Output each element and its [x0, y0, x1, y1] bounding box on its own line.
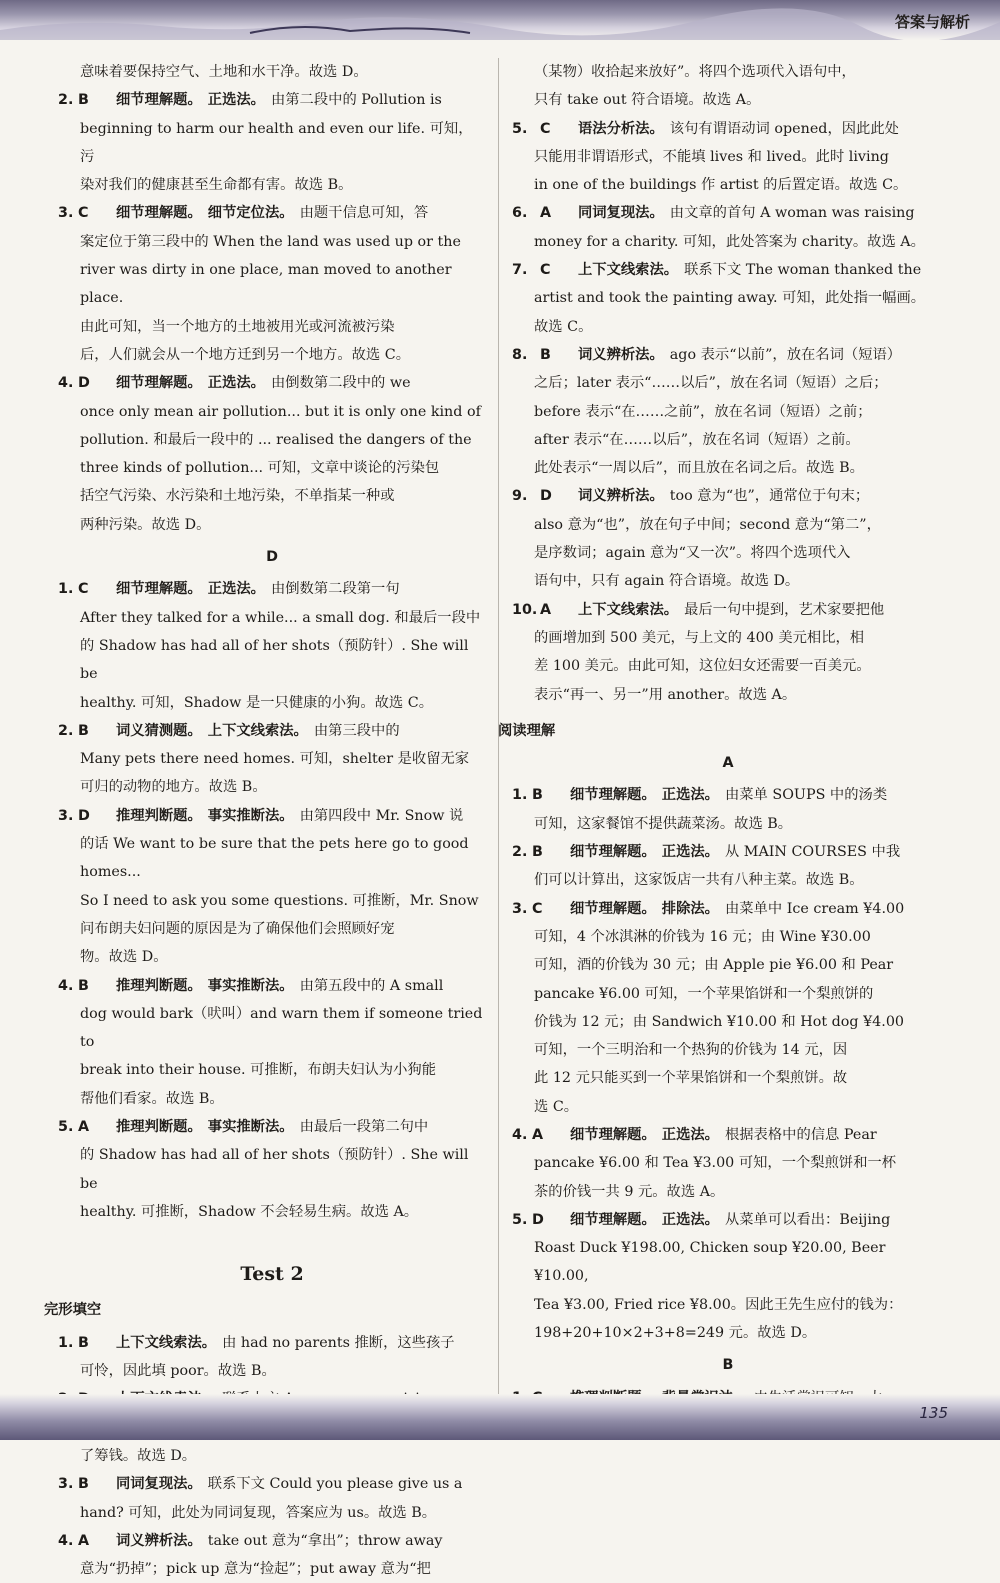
- question-number: 3.: [58, 205, 74, 222]
- solving-method: 词义辨析法。: [578, 488, 664, 505]
- explanation-line-wrap: [58, 398, 486, 426]
- answer-first-line: [58, 972, 486, 1000]
- explanation-line: 的话 We want to be sure that the pets here go to good homes...: [80, 836, 469, 881]
- explanation-line-wrap: [512, 1149, 944, 1177]
- explanation-line-wrap: [512, 866, 944, 894]
- answer-item: [512, 596, 944, 709]
- answer-item: [58, 86, 486, 199]
- explanation-text: 根据表格中的信息 Pear: [724, 1126, 877, 1143]
- explanation-line: 案定位于第三段中的 When the land was used up or the: [80, 233, 461, 250]
- explanation-line-wrap: [512, 454, 944, 482]
- explanation-line: 可知，酒的价钱为 30 元；由 Apple pie ¥6.00 和 Pear: [534, 957, 894, 974]
- answer-first-line: [512, 341, 944, 369]
- section-header: 答案与解析: [894, 13, 970, 31]
- solving-method: 正选法。: [661, 787, 719, 804]
- question-type: 细节理解题。: [116, 375, 202, 392]
- explanation-line-wrap: [58, 604, 486, 632]
- answer-letter: A: [78, 1118, 90, 1135]
- explanation-line: 故选 C。: [534, 318, 593, 335]
- explanation-line-wrap: [58, 115, 486, 172]
- explanation-line: 由此可知，当一个地方的土地被用光或河流被污染: [80, 318, 395, 335]
- answer-item: [512, 1121, 944, 1206]
- explanation-line: Many pets there need homes. 可知，shelter 是收留无家: [80, 751, 470, 768]
- explanation-line: 可归的动物的地方。故选 B。: [80, 779, 267, 796]
- explanation-line-wrap: [58, 887, 486, 915]
- answer-first-line: [512, 596, 944, 624]
- answer-item: [58, 1527, 486, 1583]
- answer-letter: B: [532, 844, 543, 861]
- explanation-line-wrap: [512, 228, 944, 256]
- solving-method: 事实推断法。: [207, 807, 294, 824]
- answer-item: [512, 341, 944, 482]
- answer-letter: D: [540, 488, 552, 505]
- explanation-line-wrap: [58, 228, 486, 256]
- answer-letter: D: [532, 1211, 544, 1228]
- explanation-line-wrap: [512, 1093, 944, 1121]
- question-number: 4.: [58, 375, 74, 392]
- explanation-text: 联系下文 The woman thanked the: [684, 262, 922, 279]
- explanation-line: after 表示“在……以后”，放在名词（短语）之前。: [534, 431, 860, 448]
- explanation-line-wrap: [512, 681, 944, 709]
- continued-text-block: [512, 58, 944, 115]
- answer-first-line: [512, 256, 944, 284]
- answer-letter: D: [78, 807, 90, 824]
- answer-item: [512, 1206, 944, 1347]
- explanation-text: take out 意为“拿出”；throw away: [207, 1532, 443, 1549]
- explanation-line: pollution. 和最后一段中的 ... realised the dangers of the: [80, 431, 472, 448]
- answer-item: [512, 482, 944, 595]
- explanation-text: 由第三段中的: [313, 722, 400, 739]
- explanation-line: artist and took the painting away. 可知，此处指一幅画。: [534, 290, 926, 307]
- answer-letter: A: [78, 1532, 90, 1549]
- explanation-line: 可知，4 个冰淇淋的价钱为 16 元；由 Wine ¥30.00: [534, 928, 871, 945]
- explanation-line-wrap: [58, 943, 486, 971]
- answer-item: [512, 199, 944, 256]
- explanation-line-wrap: [58, 915, 486, 943]
- answer-item: [58, 1470, 486, 1527]
- question-type: 推理判断题。: [116, 977, 202, 994]
- explanation-line-wrap: [512, 1036, 944, 1064]
- explanation-line-wrap: [512, 539, 944, 567]
- answers-d-block: [58, 575, 486, 1226]
- answer-letter: B: [78, 92, 89, 109]
- answer-item: [58, 199, 486, 369]
- continued-text: 只有 take out 符合语境。故选 A。: [534, 92, 761, 109]
- question-number: 4.: [58, 977, 74, 994]
- question-type: 词义猜测题。: [116, 722, 202, 739]
- explanation-text: 由菜单中 Ice cream ¥4.00: [724, 900, 905, 917]
- answer-item: [58, 575, 486, 716]
- question-number: 2.: [58, 722, 74, 739]
- answer-item: [512, 781, 944, 838]
- explanation-line-wrap: [512, 369, 944, 397]
- explanation-line: 问布朗夫妇问题的原因是为了确保他们会照顾好宠: [80, 920, 395, 937]
- answer-letter: A: [540, 205, 552, 222]
- continued-text: 意味着要保持空气、土地和水干净。故选 D。: [80, 64, 368, 80]
- explanation-line-wrap: [512, 951, 944, 979]
- answer-first-line: [58, 802, 486, 830]
- explanation-text: 由菜单 SOUPS 中的汤类: [724, 787, 888, 804]
- left-column: [44, 58, 486, 1583]
- answer-first-line: [58, 369, 486, 397]
- answer-item: [58, 972, 486, 1113]
- explanation-line: So I need to ask you some questions. 可推断，Mr. Snow: [80, 892, 479, 909]
- explanation-line: 们可以计算出，这家饭店一共有八种主菜。故选 B。: [534, 872, 864, 889]
- explanation-text: 从菜单可以看出：Beijing: [724, 1211, 891, 1228]
- page-number: 135: [919, 1404, 948, 1422]
- explanation-line-wrap: [58, 313, 486, 341]
- explanation-line-wrap: [512, 652, 944, 680]
- explanation-line-wrap: [512, 567, 944, 595]
- explanation-text: 由第五段中的 A small: [299, 977, 444, 994]
- solving-method: 细节定位法。: [207, 205, 294, 222]
- explanation-line-wrap: [512, 923, 944, 951]
- solving-method: 事实推断法。: [207, 1118, 294, 1135]
- solving-method: 正选法。: [207, 375, 265, 392]
- answer-first-line: [512, 1206, 944, 1234]
- question-number: 5.: [512, 1211, 528, 1228]
- question-number: 8.: [512, 346, 528, 363]
- answer-letter: D: [78, 375, 90, 392]
- question-number: 9.: [512, 488, 528, 505]
- explanation-line-wrap: [58, 632, 486, 689]
- explanation-line: also 意为“也”，放在句子中间；second 意为“第二”，: [534, 516, 881, 533]
- test-title: Test 2: [240, 1263, 304, 1286]
- continued-line: [512, 58, 944, 86]
- explanation-line-wrap: [58, 1357, 486, 1385]
- explanation-line-wrap: [58, 341, 486, 369]
- explanation-line: 茶的价钱一共 9 元。故选 A。: [534, 1183, 725, 1200]
- question-number: 1.: [58, 1334, 74, 1351]
- explanation-line-wrap: [512, 313, 944, 341]
- explanation-line: 此 12 元只能买到一个苹果馅饼和一个梨煎饼。故: [534, 1070, 848, 1087]
- explanation-line-wrap: [58, 454, 486, 482]
- explanation-text: too 意为“也”，通常位于句末；: [669, 488, 870, 505]
- explanation-line: 可怜，因此填 poor。故选 B。: [80, 1363, 276, 1380]
- answer-first-line: [58, 575, 486, 603]
- explanation-line-wrap: [512, 1064, 944, 1092]
- explanation-line: three kinds of pollution... 可知，文章中谈论的污染包: [80, 460, 440, 477]
- answer-letter: A: [532, 1126, 544, 1143]
- explanation-line: before 表示“在……之前”，放在名词（短语）之前；: [534, 403, 872, 420]
- explanation-line-wrap: [512, 1008, 944, 1036]
- solving-method: 词义辨析法。: [116, 1532, 202, 1549]
- explanation-line: pancake ¥6.00 可知，一个苹果馅饼和一个梨煎饼的: [534, 985, 874, 1002]
- answer-first-line: [58, 1527, 486, 1555]
- question-type: 推理判断题。: [116, 1118, 202, 1135]
- explanation-text: ago 表示“以前”，放在名词（短语）: [669, 346, 902, 363]
- explanation-line-wrap: [58, 1000, 486, 1057]
- explanation-text: 由最后一段第二句中: [299, 1118, 429, 1135]
- answer-first-line: [512, 1121, 944, 1149]
- explanation-text: 由题干信息可知，答: [299, 205, 429, 222]
- answer-first-line: [512, 781, 944, 809]
- answer-first-line: [512, 115, 944, 143]
- question-number: 2.: [58, 92, 74, 109]
- explanation-line: 的画增加到 500 美元，与上文的 400 美元相比，相: [534, 629, 865, 646]
- explanation-text: 联系下文 Could you please give us a: [207, 1476, 463, 1493]
- explanation-line: healthy. 可推断，Shadow 不会轻易生病。故选 A。: [80, 1203, 419, 1220]
- explanation-line: money for a charity. 可知，此处答案为 charity。故选 A。: [534, 233, 925, 250]
- explanation-line-wrap: [512, 171, 944, 199]
- answer-item: [512, 115, 944, 200]
- explanation-line-wrap: [58, 1499, 486, 1527]
- answer-letter: C: [532, 900, 543, 917]
- solving-method: 词义辨析法。: [578, 346, 664, 363]
- explanation-line: 意为“扔掉”；pick up 意为“捡起”；put away 意为“把: [80, 1561, 431, 1578]
- answer-first-line: [512, 199, 944, 227]
- answer-item: [512, 838, 944, 895]
- question-number: 7.: [512, 262, 528, 279]
- section-letter-b: B: [722, 1357, 734, 1374]
- answer-letter: C: [540, 120, 551, 137]
- section-letter-d: D: [266, 549, 278, 566]
- answer-letter: B: [78, 977, 89, 994]
- answers-a-block: [512, 781, 944, 1347]
- explanation-text: 由倒数第二段第一句: [270, 581, 400, 598]
- explanation-line-wrap: [512, 398, 944, 426]
- explanation-line-wrap: [58, 1141, 486, 1198]
- question-number: 3.: [512, 900, 528, 917]
- question-type: 细节理解题。: [570, 787, 656, 804]
- question-number: 6.: [512, 205, 528, 222]
- answer-first-line: [58, 86, 486, 114]
- explanation-text: 从 MAIN COURSES 中我: [724, 844, 901, 861]
- explanation-line-wrap: [512, 284, 944, 312]
- answer-first-line: [512, 895, 944, 923]
- explanation-line-wrap: [58, 482, 486, 510]
- answer-first-line: [58, 1113, 486, 1141]
- answer-item: [58, 1113, 486, 1226]
- solving-method: 语法分析法。: [578, 120, 664, 137]
- explanation-line-wrap: [58, 171, 486, 199]
- explanation-text: 由 had no parents 推断，这些孩子: [222, 1334, 455, 1351]
- solving-method: 上下文线索法。: [578, 262, 679, 279]
- answer-letter: C: [78, 581, 89, 598]
- explanation-line-wrap: [58, 511, 486, 539]
- answer-first-line: [58, 717, 486, 745]
- question-type: 细节理解题。: [116, 205, 202, 222]
- explanation-line: 表示“再一、另一”用 another。故选 A。: [534, 686, 797, 703]
- explanation-line: once only mean air pollution... but it is only one kind of: [80, 403, 481, 420]
- explanation-line: 帮他们看家。故选 B。: [80, 1090, 224, 1107]
- solving-method: 排除法。: [661, 900, 719, 917]
- explanation-line-wrap: [512, 1234, 944, 1291]
- answer-letter: B: [78, 1334, 89, 1351]
- question-type: 细节理解题。: [570, 1126, 656, 1143]
- section-heading-cloze: 完形填空: [44, 1302, 102, 1319]
- answer-letter: B: [540, 346, 551, 363]
- explanation-line: 选 C。: [534, 1098, 579, 1115]
- explanation-line-wrap: [58, 256, 486, 313]
- answer-item: [58, 369, 486, 539]
- explanation-text: 由第四段中 Mr. Snow 说: [299, 807, 464, 824]
- question-number: 2.: [512, 844, 528, 861]
- answers-cloze-block: [58, 1329, 486, 1583]
- solving-method: 同词复现法。: [578, 205, 664, 222]
- explanation-line-wrap: [58, 1056, 486, 1084]
- answer-item: [58, 1329, 486, 1386]
- explanation-text: 由第二段中的 Pollution is: [270, 92, 442, 109]
- explanation-line: 只能用非谓语形式，不能填 lives 和 lived。此时 living: [534, 148, 889, 165]
- question-type: 细节理解题。: [116, 92, 202, 109]
- explanation-line: 可知，这家餐馆不提供蔬菜汤。故选 B。: [534, 815, 793, 832]
- answer-letter: C: [540, 262, 551, 279]
- question-number: 3.: [58, 807, 74, 824]
- explanation-line: 是序数词；again 意为“又一次”。将四个选项代入: [534, 545, 851, 562]
- solving-method: 正选法。: [207, 92, 265, 109]
- explanation-line: 括空气污染、水污染和土地污染，不单指某一种或: [80, 488, 395, 505]
- explanation-line: 的 Shadow has had all of her shots（预防针）. She will be: [80, 637, 469, 683]
- answers-c-block: [58, 86, 486, 539]
- solving-method: 上下文线索法。: [578, 601, 679, 618]
- answer-item: [58, 802, 486, 972]
- explanation-line: 差 100 美元。由此可知，这位妇女还需要一百美元。: [534, 658, 871, 675]
- explanation-line: river was dirty in one place, man moved to another place.: [80, 262, 452, 307]
- explanation-line-wrap: [58, 745, 486, 773]
- explanation-line-wrap: [58, 830, 486, 887]
- explanation-line-wrap: [58, 1198, 486, 1226]
- answer-first-line: [512, 482, 944, 510]
- explanation-line: Roast Duck ¥198.00, Chicken soup ¥20.00, Beer ¥10.00,: [534, 1240, 886, 1285]
- solving-method: 事实推断法。: [207, 977, 294, 994]
- answer-first-line: [58, 199, 486, 227]
- explanation-line: 物。故选 D。: [80, 949, 168, 966]
- question-type: 细节理解题。: [570, 900, 656, 917]
- explanation-line: 价钱为 12 元；由 Sandwich ¥10.00 和 Hot dog ¥4.00: [534, 1013, 905, 1030]
- answers-cloze-cont-block: [512, 115, 944, 709]
- question-number: 5.: [58, 1118, 74, 1135]
- answer-letter: B: [532, 787, 543, 804]
- explanation-text: 最后一句中提到，艺术家要把他: [684, 601, 885, 618]
- explanation-line: 之后；later 表示“……以后”，放在名词（短语）之后；: [534, 375, 888, 392]
- explanation-line: 了筹钱。故选 D。: [80, 1447, 197, 1464]
- answer-item: [512, 256, 944, 341]
- explanation-line: 后，人们就会从一个地方迁到另一个地方。故选 C。: [80, 346, 411, 363]
- answer-item: [512, 895, 944, 1121]
- explanation-line: Tea ¥3.00, Fried rice ¥8.00。因此王先生应付的钱为：: [534, 1296, 903, 1313]
- right-column: [498, 58, 944, 1412]
- explanation-line-wrap: [58, 1085, 486, 1113]
- explanation-line-wrap: [512, 810, 944, 838]
- question-number: 4.: [58, 1532, 74, 1549]
- question-number: 4.: [512, 1126, 528, 1143]
- explanation-line: 此处表示“一周以后”，而且放在名词之后。故选 B。: [534, 460, 864, 477]
- explanation-line: break into their house. 可推断，布朗夫妇认为小狗能: [80, 1062, 436, 1079]
- answer-item: [58, 717, 486, 802]
- explanation-line-wrap: [58, 426, 486, 454]
- explanation-line: 染对我们的健康甚至生命都有害。故选 B。: [80, 177, 353, 194]
- explanation-text: 由文章的首句 A woman was raising: [669, 205, 915, 222]
- solving-method: 上下文线索法。: [207, 722, 308, 739]
- explanation-line-wrap: [512, 1319, 944, 1347]
- solving-method: 同词复现法。: [116, 1476, 202, 1493]
- question-type: 推理判断题。: [116, 807, 202, 824]
- explanation-line-wrap: [58, 689, 486, 717]
- answer-letter: B: [78, 722, 89, 739]
- explanation-line-wrap: [512, 143, 944, 171]
- footer-decoration: [0, 1394, 1000, 1440]
- question-type: 细节理解题。: [570, 844, 656, 861]
- explanation-line: 的 Shadow has had all of her shots（预防针）. She will be: [80, 1147, 469, 1192]
- explanation-line: 两种污染。故选 D。: [80, 516, 211, 533]
- explanation-line: 198+20+10×2+3+8=249 元。故选 D。: [534, 1325, 817, 1342]
- section-heading-reading: 阅读理解: [498, 722, 556, 739]
- explanation-line: After they talked for a while... a small dog. 和最后一段中: [80, 609, 481, 626]
- answer-letter: B: [78, 1476, 89, 1493]
- explanation-line: beginning to harm our health and even our life. 可知，污: [80, 120, 473, 165]
- explanation-line: dog would bark（吠叫）and warn them if someone tried to: [80, 1005, 483, 1051]
- explanation-line-wrap: [512, 624, 944, 652]
- answer-letter: C: [78, 205, 89, 222]
- answer-first-line: [512, 838, 944, 866]
- explanation-line: 语句中，只有 again 符合语境。故选 D。: [534, 573, 800, 590]
- solving-method: 正选法。: [661, 1211, 719, 1228]
- explanation-text: 由倒数第二段中的 we: [270, 375, 411, 392]
- answer-first-line: [58, 1470, 486, 1498]
- section-letter-a: A: [722, 755, 734, 772]
- explanation-line-wrap: [512, 1291, 944, 1319]
- solving-method: 正选法。: [661, 1126, 719, 1143]
- explanation-text: 该句有谓语动词 opened，因此此处: [669, 120, 899, 137]
- explanation-line-wrap: [58, 1555, 486, 1583]
- question-number: 5.: [512, 120, 528, 137]
- solving-method: 上下文线索法。: [116, 1334, 217, 1351]
- explanation-line: pancake ¥6.00 和 Tea ¥3.00 可知，一个梨煎饼和一杯: [534, 1155, 897, 1172]
- answer-letter: A: [540, 601, 552, 618]
- continued-text: （某物）收拾起来放好”。将四个选项代入语句中，: [534, 64, 856, 80]
- answer-first-line: [58, 1329, 486, 1357]
- explanation-line: 可知，一个三明治和一个热狗的价钱为 14 元，因: [534, 1042, 848, 1059]
- explanation-line: in one of the buildings 作 artist 的后置定语。故选 C。: [534, 177, 908, 194]
- question-number: 1.: [58, 581, 74, 598]
- question-type: 细节理解题。: [570, 1211, 656, 1228]
- header-decoration: [0, 0, 1000, 40]
- solving-method: 正选法。: [661, 844, 719, 861]
- explanation-line-wrap: [58, 1442, 486, 1470]
- explanation-line-wrap: [512, 426, 944, 454]
- question-number: 3.: [58, 1476, 74, 1493]
- explanation-line: hand? 可知，此处为同词复现，答案应为 us。故选 B。: [80, 1504, 437, 1521]
- question-number: 1.: [512, 787, 528, 804]
- explanation-line-wrap: [512, 980, 944, 1008]
- question-type: 细节理解题。: [116, 581, 202, 598]
- landscape-decoration: [0, 0, 1000, 40]
- continued-line: [512, 86, 944, 114]
- explanation-line-wrap: [512, 1178, 944, 1206]
- explanation-line: healthy. 可知，Shadow 是一只健康的小狗。故选 C。: [80, 694, 433, 711]
- solving-method: 正选法。: [207, 581, 265, 598]
- question-number: 10.: [512, 601, 538, 618]
- explanation-line-wrap: [512, 511, 944, 539]
- explanation-line-wrap: [58, 773, 486, 801]
